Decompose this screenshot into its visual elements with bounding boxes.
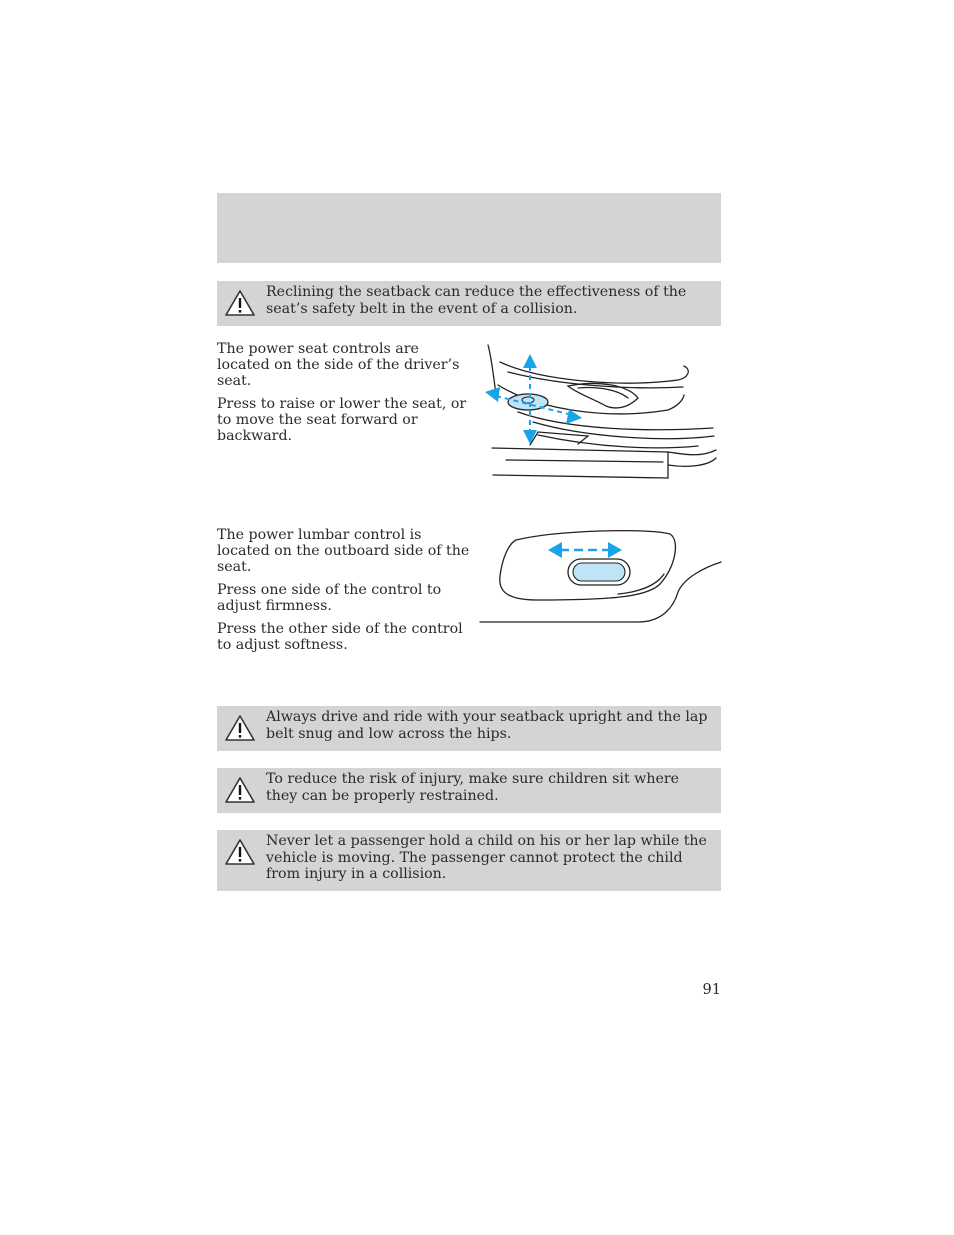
warning-text: Always drive and ride with your seatback upright and the lap belt snug and low across the hips. [266,709,708,742]
power-seat-text [217,341,472,451]
lumbar-text [217,527,472,660]
page-number: 91 [702,982,721,998]
section-header-band [217,193,721,263]
power-seat-instructions: Press to raise or lower the seat, or to move the seat forward or backward. [217,396,467,444]
warning-lap [217,830,721,891]
warning-children [217,768,721,813]
warning-upright [217,706,721,751]
warning-recline [217,281,721,326]
warning-triangle-icon [224,714,256,742]
lumbar-control-illustration [478,526,723,626]
warning-text: Reclining the seatback can reduce the effectiveness of the seat’s safety belt in the event of a collision. [266,284,687,317]
lumbar-firmness: Press one side of the control to adjust firmness. [217,582,442,614]
power-seat-illustration [478,340,723,485]
power-seat-location: The power seat controls are located on the side of the driver’s seat. [217,341,460,389]
lumbar-location: The power lumbar control is located on the outboard side of the seat. [217,527,470,575]
warning-triangle-icon [224,838,256,866]
warning-text: Never let a passenger hold a child on his or her lap while the vehicle is moving. The passenger cannot protect the child from injury in a collision. [266,833,707,882]
lumbar-softness: Press the other side of the control to adjust softness. [217,621,463,653]
warning-text: To reduce the risk of injury, make sure children sit where they can be properly restrained. [266,771,680,804]
warning-triangle-icon [224,776,256,804]
warning-triangle-icon [224,289,256,317]
